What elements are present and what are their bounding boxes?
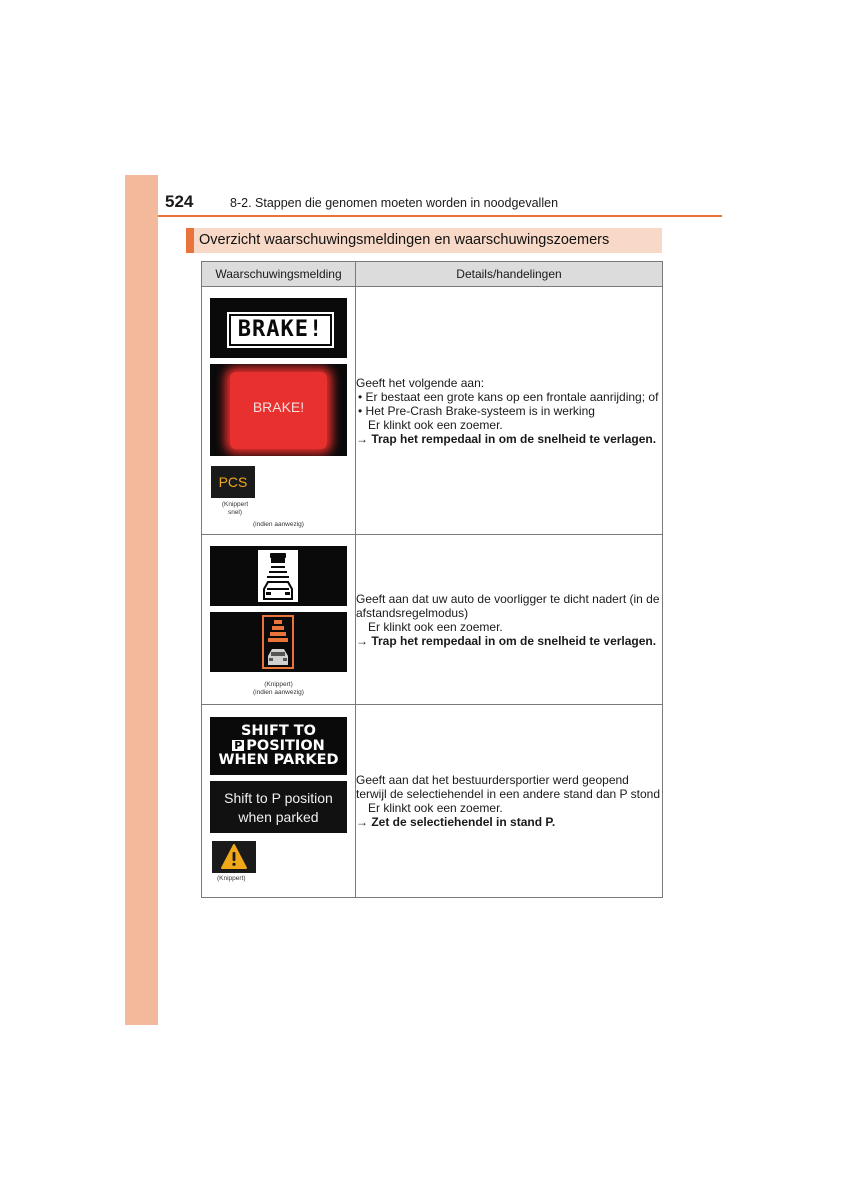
shift-line-2: POSITION xyxy=(246,737,325,754)
flash-note: (Knippert) xyxy=(264,681,293,688)
p-position-box: P xyxy=(234,738,243,752)
shift-display-text xyxy=(210,717,347,768)
detail-bullet-text: Het Pre-Crash Brake-systeem is in werking xyxy=(365,403,595,418)
page-number: 524 xyxy=(165,192,194,211)
detail-extra: Er klinkt ook een zoemer. xyxy=(368,619,503,634)
column-header-details: Details/handelingen xyxy=(356,262,663,287)
if-equipped-note: (indien aanwezig) xyxy=(253,521,304,528)
detail-action-text: Trap het rempedaal in om de snelheid te verlagen. xyxy=(371,633,657,648)
brake-display-color xyxy=(210,364,347,456)
detail-intro: Geeft aan dat uw auto de voorligger te dicht nadert (in de afstandsregelmodus) xyxy=(356,591,660,620)
vehicle-proximity-icon xyxy=(210,546,347,606)
chapter-heading: 8-2. Stappen die genomen moeten worden in noodgevallen xyxy=(230,196,559,210)
detail-action: → Trap het rempedaal in om de snelheid te verlagen. xyxy=(356,633,657,648)
shift-line-3: WHEN PARKED xyxy=(218,752,339,768)
shift-display-mono xyxy=(210,717,347,775)
detail-action-text: Trap het rempedaal in om de snelheid te verlagen. xyxy=(371,431,657,446)
side-tab-bar xyxy=(125,175,158,1025)
detail-action: → Zet de selectiehendel in stand P. xyxy=(356,815,556,829)
table-header-row xyxy=(202,262,663,287)
warning-indicator xyxy=(212,841,256,873)
detail-bullet: • Er bestaat een grote kans op een frontale aanrijding; of xyxy=(358,389,659,404)
detail-action: → Trap het rempedaal in om de snelheid te verlagen. xyxy=(356,431,657,446)
warning-visuals-cell xyxy=(202,705,356,898)
warning-visuals-cell xyxy=(202,287,356,535)
brake-red-label: BRAKE! xyxy=(252,399,305,415)
proximity-display-color xyxy=(210,612,347,672)
detail-intro: Geeft aan dat het bestuurdersportier werd geopend terwijl de selectiehendel in een andere stand dan P stond xyxy=(356,773,660,801)
flash-note: (Knippert) xyxy=(217,875,246,882)
header-rule xyxy=(158,215,722,217)
warning-visuals-cell xyxy=(202,535,356,705)
detail-bullet-text: Er bestaat een grote kans op een frontale aanrijding; of xyxy=(365,389,659,404)
section-title: Overzicht waarschuwingsmeldingen en waarschuwingszoemers xyxy=(186,228,662,253)
flash-fast-note: (Knippert snel) xyxy=(221,501,249,516)
warning-details-cell xyxy=(356,535,663,705)
warning-triangle-icon xyxy=(212,841,256,873)
shift-display-color xyxy=(210,781,347,833)
if-equipped-note: (indien aanwezig) xyxy=(253,689,304,696)
vehicle-proximity-alert-icon xyxy=(210,612,347,672)
shift-color-text xyxy=(210,781,347,827)
table-row xyxy=(202,287,663,535)
shift-color-line-1: Shift to P position xyxy=(224,790,333,806)
brake-label-box: BRAKE! xyxy=(229,314,332,346)
warning-table xyxy=(201,261,663,898)
detail-action-text: Zet de selectiehendel in stand P. xyxy=(371,815,556,829)
warning-details-cell xyxy=(356,705,663,898)
shift-line-1: SHIFT TO xyxy=(240,723,317,739)
detail-extra: Er klinkt ook een zoemer. xyxy=(368,417,503,432)
detail-intro: Geeft het volgende aan: xyxy=(356,375,485,390)
table-row xyxy=(202,705,663,898)
column-header-message: Waarschuwingsmelding xyxy=(202,262,356,287)
shift-color-line-2: when parked xyxy=(238,809,319,825)
proximity-display-mono xyxy=(210,546,347,606)
detail-extra: Er klinkt ook een zoemer. xyxy=(368,801,503,815)
table-row xyxy=(202,535,663,705)
warning-details-cell xyxy=(356,287,663,535)
pcs-indicator: PCS xyxy=(211,466,255,498)
detail-bullet: • Het Pre-Crash Brake-systeem is in werking xyxy=(358,403,595,418)
brake-display-mono xyxy=(210,298,347,358)
